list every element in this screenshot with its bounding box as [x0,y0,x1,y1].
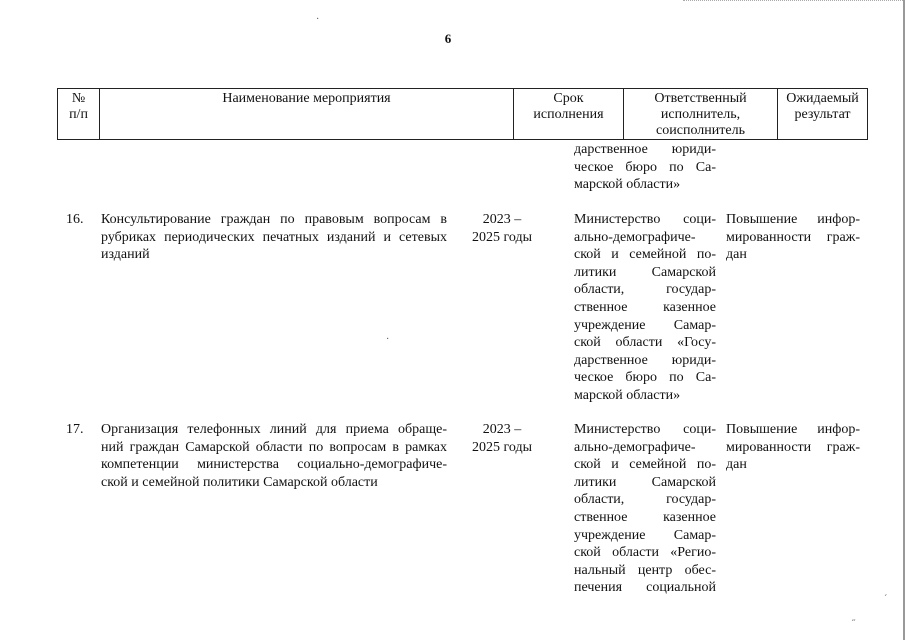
row-16-name: Консультирование граждан по правовым вопросам в рубриках периодических печатных изданий и сетевых изданий [101,212,447,263]
row-17-responsible: Министерство соци- ально-демографиче- ской и семейной по- литики Самарской области, государ- ственное казенное учреждение Самар- ской области «Регио- нальный центр обес- печения социальной [574,422,716,596]
header-name: Наименование мероприятия [100,89,514,139]
row-16-responsible: Министерство соци- ально-демографиче- ской и семейной по- литики Самарской области, государ- ственное казенное учреждение Самар- ской области «Госу- дарственное юриди- ческое бюро по Са- марской области» [574,212,716,403]
scan-speck: · [386,334,390,345]
row-17-term: 2023 – 2025 годы [471,422,533,455]
header-term: Срок исполнения [514,89,624,139]
row-17-result: Повышение инфор- мированности граж- дан [726,422,860,473]
page-number: 6 [444,31,452,46]
header-result: Ожидаемый результат [786,91,859,122]
table-header [57,88,868,140]
row-16-result: Повышение инфор- мированности граж- дан [726,212,860,263]
scan-speck: ´ [884,594,888,605]
row-16-num: 16. [66,212,84,227]
scan-speck: · [316,14,320,25]
continuation-text: дарственное юриди- ческое бюро по Са- марской области» [574,142,716,193]
scan-artifact [683,0,903,4]
header-responsible: Ответственный исполнитель, соисполнитель [624,89,778,139]
row-17-num: 17. [66,422,84,437]
header-num: № п/п [58,89,100,139]
scan-speck: ˶ [852,614,856,625]
row-16-term: 2023 – 2025 годы [471,212,533,245]
row-17-name: Организация телефонных линий для приема обраще- ний граждан Самарской области по вопросам в рамках компетенции министерства социально-демографиче- ской и семейной политики Самарской области [101,422,447,490]
